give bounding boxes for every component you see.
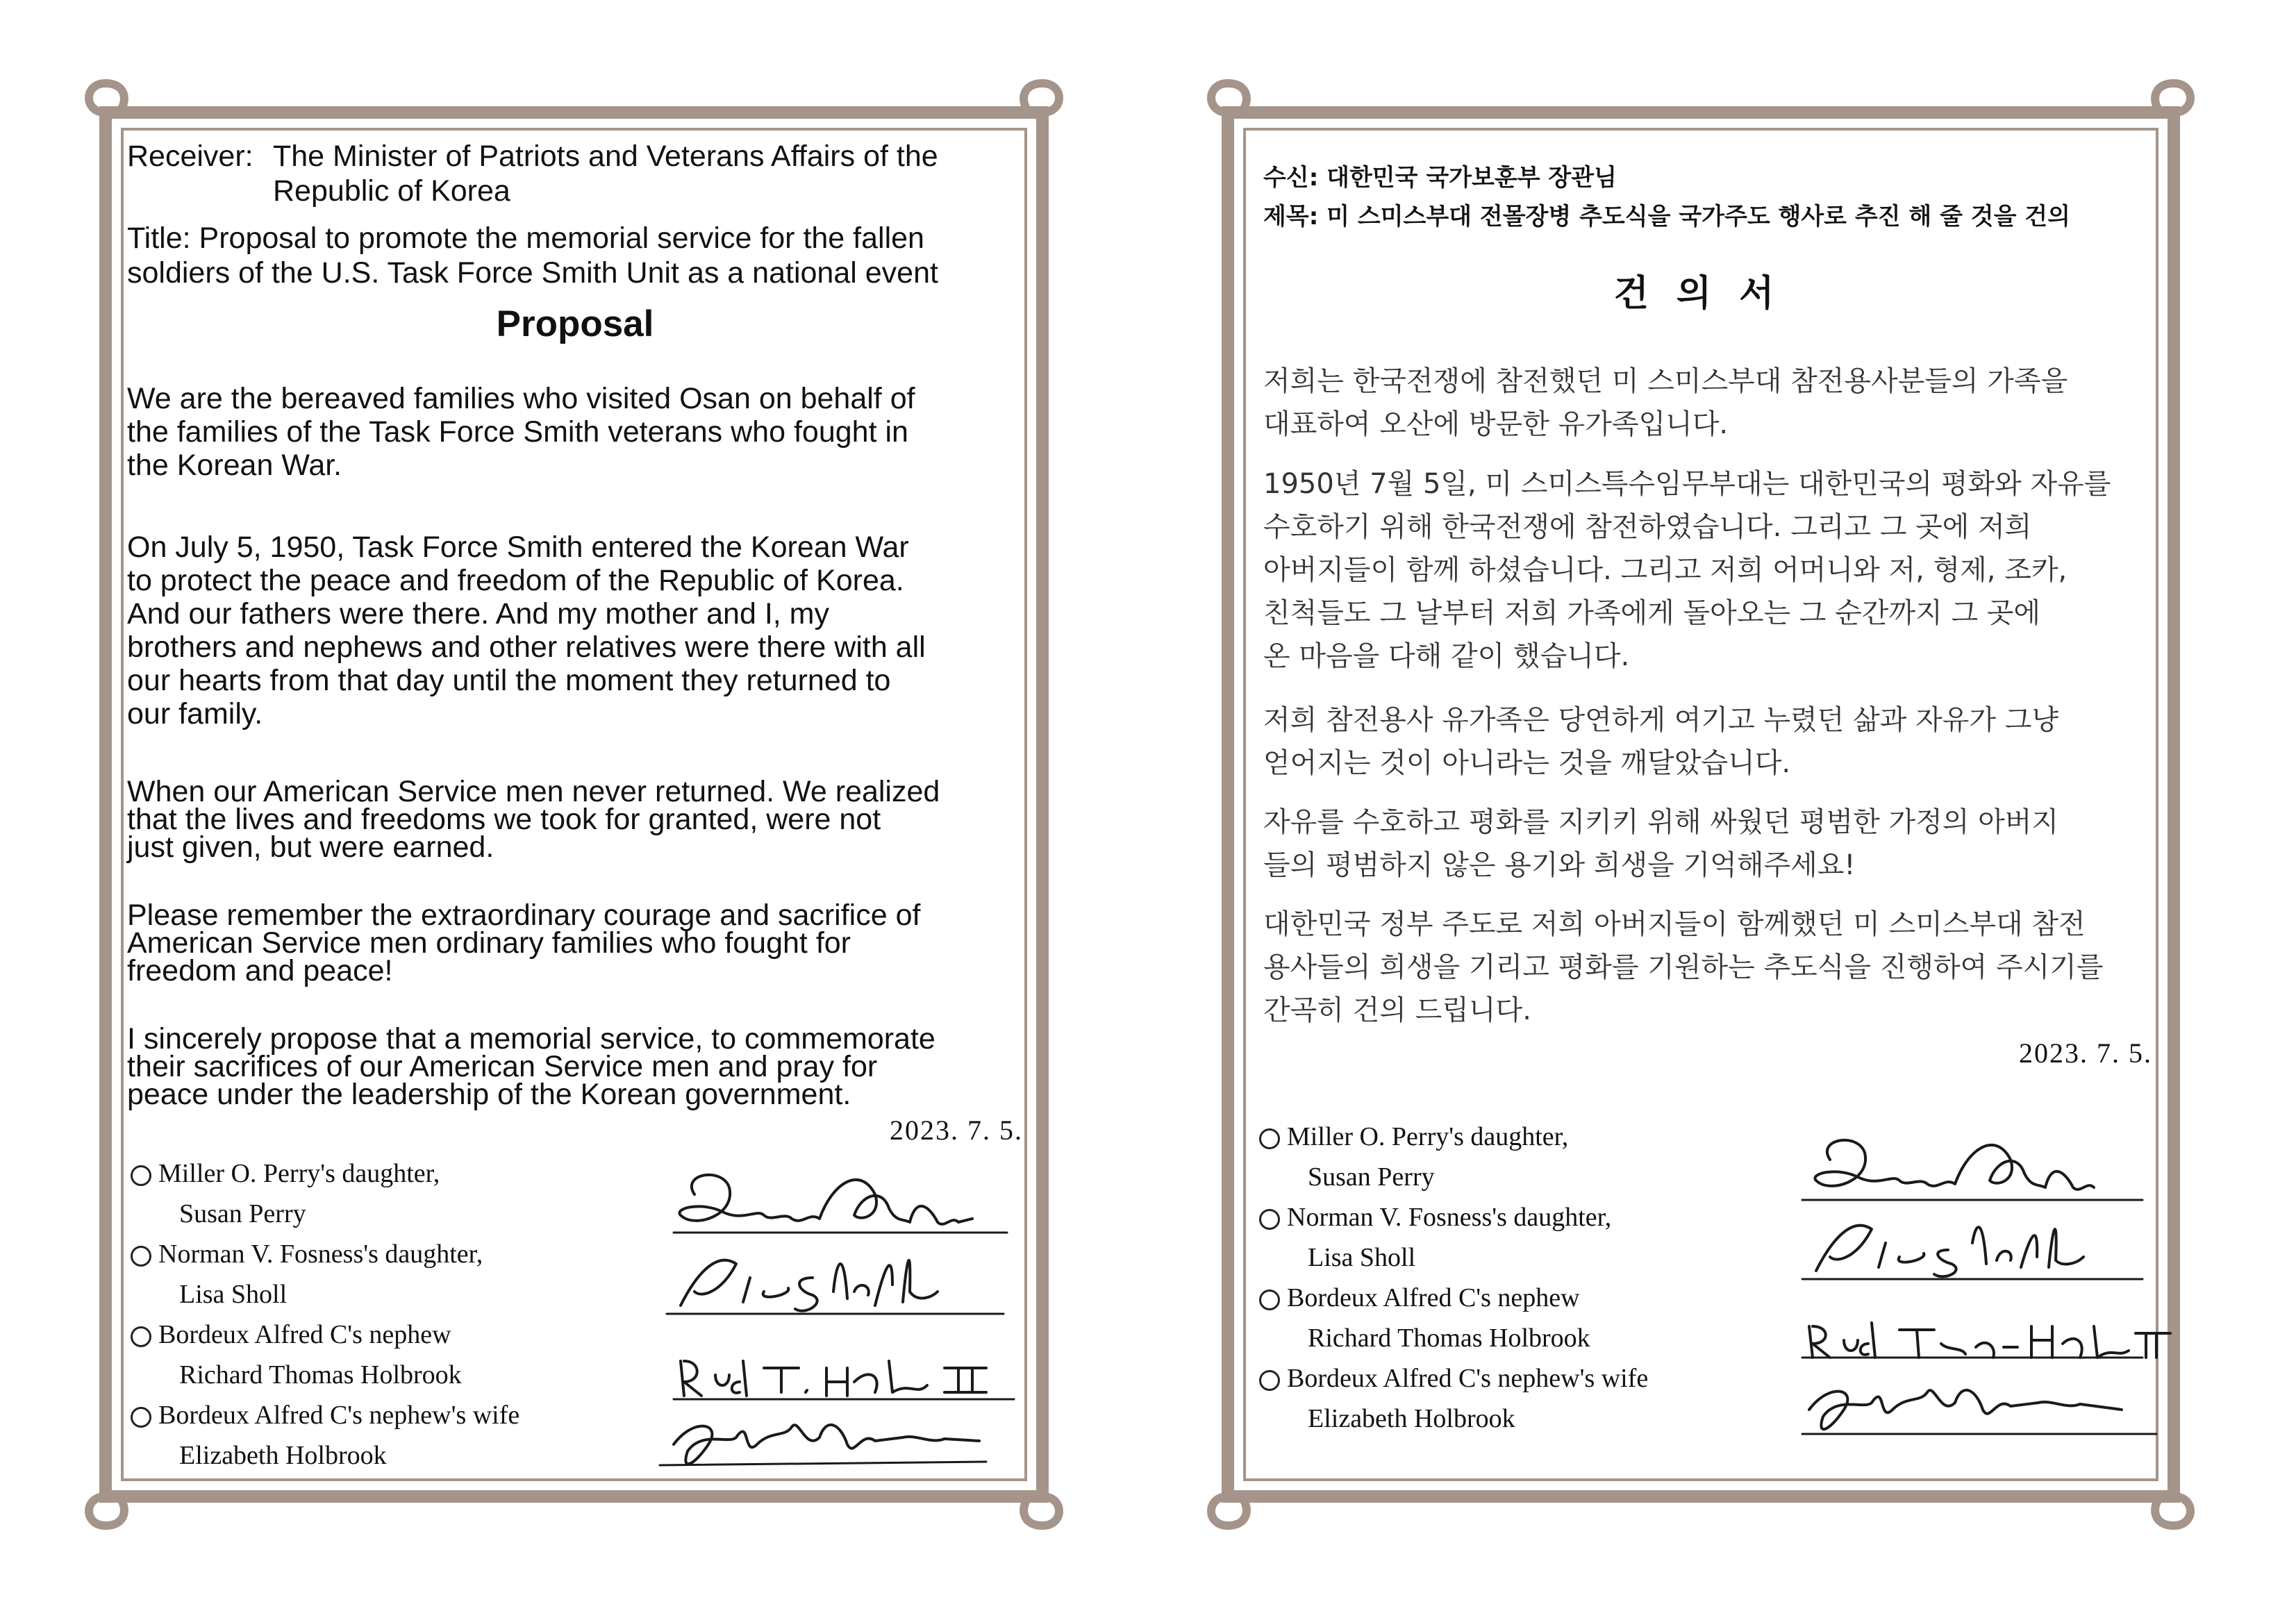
handwritten-signature (1809, 1390, 2122, 1429)
paragraph-5 (1263, 903, 2152, 1032)
handwritten-signature (674, 1425, 979, 1464)
paragraph-line: their sacrifices of our American Service men and pray for (127, 1050, 878, 1083)
paragraph-line: Please remember the extraordinary courage and sacrifice of (127, 899, 921, 932)
paragraph-line: the Korean War. (127, 449, 342, 482)
circle-bullet-icon (1259, 1128, 1280, 1149)
document-date: 2023. 7. 5. (2019, 1037, 2152, 1069)
signatory-relation: Bordeux Alfred C's nephew (131, 1315, 617, 1355)
paragraph-line: 1950년 7월 5일, 미 스미스특수임무부대는 대한민국의 평화와 자유를 (1263, 468, 2111, 500)
korean-letter (1148, 0, 2296, 1602)
paragraph-line: On July 5, 1950, Task Force Smith entered the Korean War (127, 531, 909, 564)
circle-bullet-icon (1259, 1290, 1280, 1310)
paragraph-line: freedom and peace! (127, 954, 393, 987)
paragraph-line: 들의 평범하지 않은 용기와 희생을 기억해주세요! (1263, 849, 1856, 881)
signatory-name: Lisa Sholl (1308, 1243, 1416, 1272)
paragraph-line: our family. (127, 697, 263, 731)
paragraph-line: And our fathers were there. And my mother and I, my (127, 597, 829, 631)
circle-bullet-icon (131, 1326, 151, 1347)
paragraph-line: our hearts from that day until the moment they returned to (127, 664, 891, 697)
circle-bullet-icon (131, 1407, 151, 1428)
paragraph-line: 친척들도 그 날부터 저희 가족에게 돌아오는 그 순간까지 그 곳에 (1263, 597, 2041, 629)
paragraph-line: to protect the peace and freedom of the Republic of Korea. (127, 564, 904, 597)
signatory-name: Lisa Sholl (179, 1280, 288, 1309)
signatory-name: Susan Perry (1308, 1162, 1435, 1192)
paragraph-line: 온 마음을 다해 같이 했습니다. (1263, 640, 1630, 672)
paragraph-line: 대한민국 정부 주도로 저희 아버지들이 함께했던 미 스미스부대 참전 (1263, 908, 2086, 940)
paragraph-2 (127, 531, 926, 731)
signatory-relation: Norman V. Fosness's daughter, (1259, 1197, 1759, 1237)
title-block (127, 221, 1023, 290)
paragraph-1 (127, 382, 915, 482)
paragraph-line: 간곡히 건의 드립니다. (1263, 994, 1531, 1026)
paragraph-line: 아버지들이 함께 하셨습니다. 그리고 저희 어머니와 저, 형제, 조카, (1263, 554, 2068, 586)
paragraph-line: brothers and nephews and other relatives were there with all (127, 631, 926, 664)
signatory-relation: Miller O. Perry's daughter, (1259, 1117, 1759, 1157)
circle-bullet-icon (131, 1246, 151, 1267)
paragraph-line: 자유를 수호하고 평화를 지키키 위해 싸웠던 평범한 가정의 아버지 (1263, 806, 2058, 838)
paragraph-line: I sincerely propose that a memorial service, to commemorate (127, 1022, 935, 1056)
signatory-name: Richard Thomas Holbrook (179, 1360, 462, 1390)
circle-bullet-icon (131, 1165, 151, 1186)
paragraph-line: just given, but were earned. (127, 831, 494, 864)
signatory-name: Elizabeth Holbrook (1308, 1404, 1515, 1433)
signatory-name: Elizabeth Holbrook (179, 1441, 387, 1470)
paragraph-line: 수호하기 위해 한국전쟁에 참전하였습니다. 그리고 그 곳에 저희 (1263, 511, 2032, 543)
paragraph-line: 저희는 한국전쟁에 참전했던 미 스미스부대 참전용사분들의 가족을 (1263, 365, 2068, 397)
paragraph-4 (127, 901, 920, 985)
signatory-name: Susan Perry (179, 1199, 306, 1228)
receiver-line-1: The Minister of Patriots and Veterans Affairs of the (273, 140, 938, 173)
handwritten-signature (681, 1260, 938, 1311)
paragraph-line: 저희 참전용사 유가족은 당연하게 여기고 누렸던 삶과 자유가 그냥 (1263, 704, 2058, 736)
signature-area (1795, 1118, 2184, 1451)
paragraph-5 (127, 1022, 935, 1111)
signatory-relation: Miller O. Perry's daughter, (131, 1153, 617, 1194)
paragraph-2 (1263, 462, 2152, 678)
document-heading: 건의서 (1613, 273, 1802, 315)
document-date: 2023. 7. 5. (890, 1115, 1023, 1146)
paragraph-line: When our American Service men never returned. We realized (127, 775, 940, 808)
signatory-relation: Bordeux Alfred C's nephew (1259, 1278, 1759, 1318)
paragraph-line: peace under the leadership of the Korean government. (127, 1078, 851, 1111)
paragraph-line: We are the bereaved families who visited Osan on behalf of (127, 382, 915, 415)
signatory-relation: Bordeux Alfred C's nephew's wife (131, 1395, 617, 1435)
document-heading: Proposal (496, 303, 654, 344)
handwritten-signature (1815, 1140, 2094, 1190)
signature-area (653, 1153, 1042, 1486)
paragraph-line: 용사들의 희생을 기리고 평화를 기원하는 추도식을 진행하여 주시기를 (1263, 951, 2104, 983)
subject-line: 제목: 미 스미스부대 전몰장병 추도식을 국가주도 행사로 추진 해 줄 것을 건의 (1263, 203, 2070, 231)
paragraph-line: the families of the Task Force Smith veterans who fought in (127, 415, 908, 449)
signatory-name: Richard Thomas Holbrook (1308, 1324, 1590, 1353)
paragraph-3 (1263, 699, 2152, 785)
paragraph-line: 얻어지는 것이 아니라는 것을 깨달았습니다. (1263, 747, 1791, 779)
receiver-line: 수신: 대한민국 국가보훈부 장관님 (1263, 164, 1617, 192)
signatory-relation: Norman V. Fosness's daughter, (131, 1234, 617, 1274)
paragraph-4 (1263, 801, 2152, 887)
paragraph-line: 대표하여 오산에 방문한 유가족입니다. (1263, 408, 1729, 440)
circle-bullet-icon (1259, 1209, 1280, 1230)
paragraph-3 (127, 775, 940, 864)
paragraph-line: American Service men ordinary families who fought for (127, 926, 851, 960)
receiver-block (127, 139, 1023, 208)
handwritten-signature (681, 1361, 986, 1396)
handwritten-signature (1816, 1226, 2083, 1277)
signatory-list (131, 1153, 617, 1476)
handwritten-signature (1809, 1323, 2170, 1358)
signatory-list (1259, 1117, 1759, 1439)
paragraph-1 (1263, 360, 2152, 446)
signatory-relation: Bordeux Alfred C's nephew's wife (1259, 1358, 1759, 1399)
paragraph-line: that the lives and freedoms we took for granted, were not (127, 803, 881, 836)
circle-bullet-icon (1259, 1370, 1280, 1391)
signature-line (660, 1462, 986, 1465)
title-line-2: soldiers of the U.S. Task Force Smith Unit as a national event (127, 256, 938, 290)
title-line-1: Title: Proposal to promote the memorial service for the fallen (127, 222, 924, 255)
receiver-line-2: Republic of Korea (273, 174, 510, 208)
handwritten-signature (679, 1175, 972, 1224)
receiver-label: Receiver: (127, 140, 253, 173)
